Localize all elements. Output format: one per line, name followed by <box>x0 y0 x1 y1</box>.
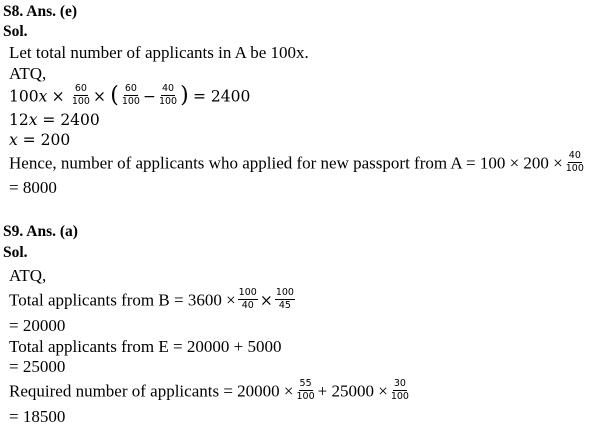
s9-required-line: Required number of applicants = 20000 × $\frac{55}{100}$ + 25000 × $\frac{30}{100}$ <box>9 378 409 402</box>
fraction: $\frac{60}{100}$ <box>121 83 140 107</box>
s8-result: = 8000 <box>9 178 57 197</box>
s9-total-b-line: Total applicants from B = 3600 × $\frac{100}{40}$ × $\frac{100}{45}$ <box>9 287 294 311</box>
fraction: $\frac{40}{100}$ <box>565 150 584 174</box>
s8-equation-1: 100x × $\frac{60}{100}$ × ( $\frac{60}{100}$ − $\frac{40}{100}$ ) = 2400 <box>9 82 251 108</box>
s9-required-result: = 18500 <box>9 407 66 426</box>
fraction: $\frac{100}{40}$ <box>238 287 257 311</box>
s9-atq-label: ATQ, <box>9 266 47 285</box>
s8-assumption-text: Let total number of applicants in A be 100x. <box>9 43 309 62</box>
s9-total-e-line: Total applicants from E = 20000 + 5000 <box>9 337 282 356</box>
fraction: $\frac{30}{100}$ <box>390 378 409 402</box>
s8-atq-label: ATQ, <box>9 64 47 83</box>
s9-total-b-result: = 20000 <box>9 316 66 335</box>
fraction: $\frac{55}{100}$ <box>296 378 315 402</box>
fraction: $\frac{60}{100}$ <box>71 83 90 107</box>
s8-answer-heading: S8. Ans. (e) <box>3 3 78 20</box>
s9-total-e-result: = 25000 <box>9 357 66 376</box>
s8-solution-label: Sol. <box>3 23 28 40</box>
s9-solution-label: Sol. <box>3 244 28 261</box>
s9-answer-heading: S9. Ans. (a) <box>3 223 78 240</box>
s8-hence-line: Hence, number of applicants who applied for new passport from A = 100 × 200 × $\frac{40}{100}$ <box>9 150 584 174</box>
fraction: $\frac{40}{100}$ <box>158 83 178 107</box>
fraction: $\frac{100}{45}$ <box>275 287 294 311</box>
s8-equation-3: x = 200 <box>9 131 71 149</box>
s8-equation-2: 12x = 2400 <box>9 111 100 129</box>
